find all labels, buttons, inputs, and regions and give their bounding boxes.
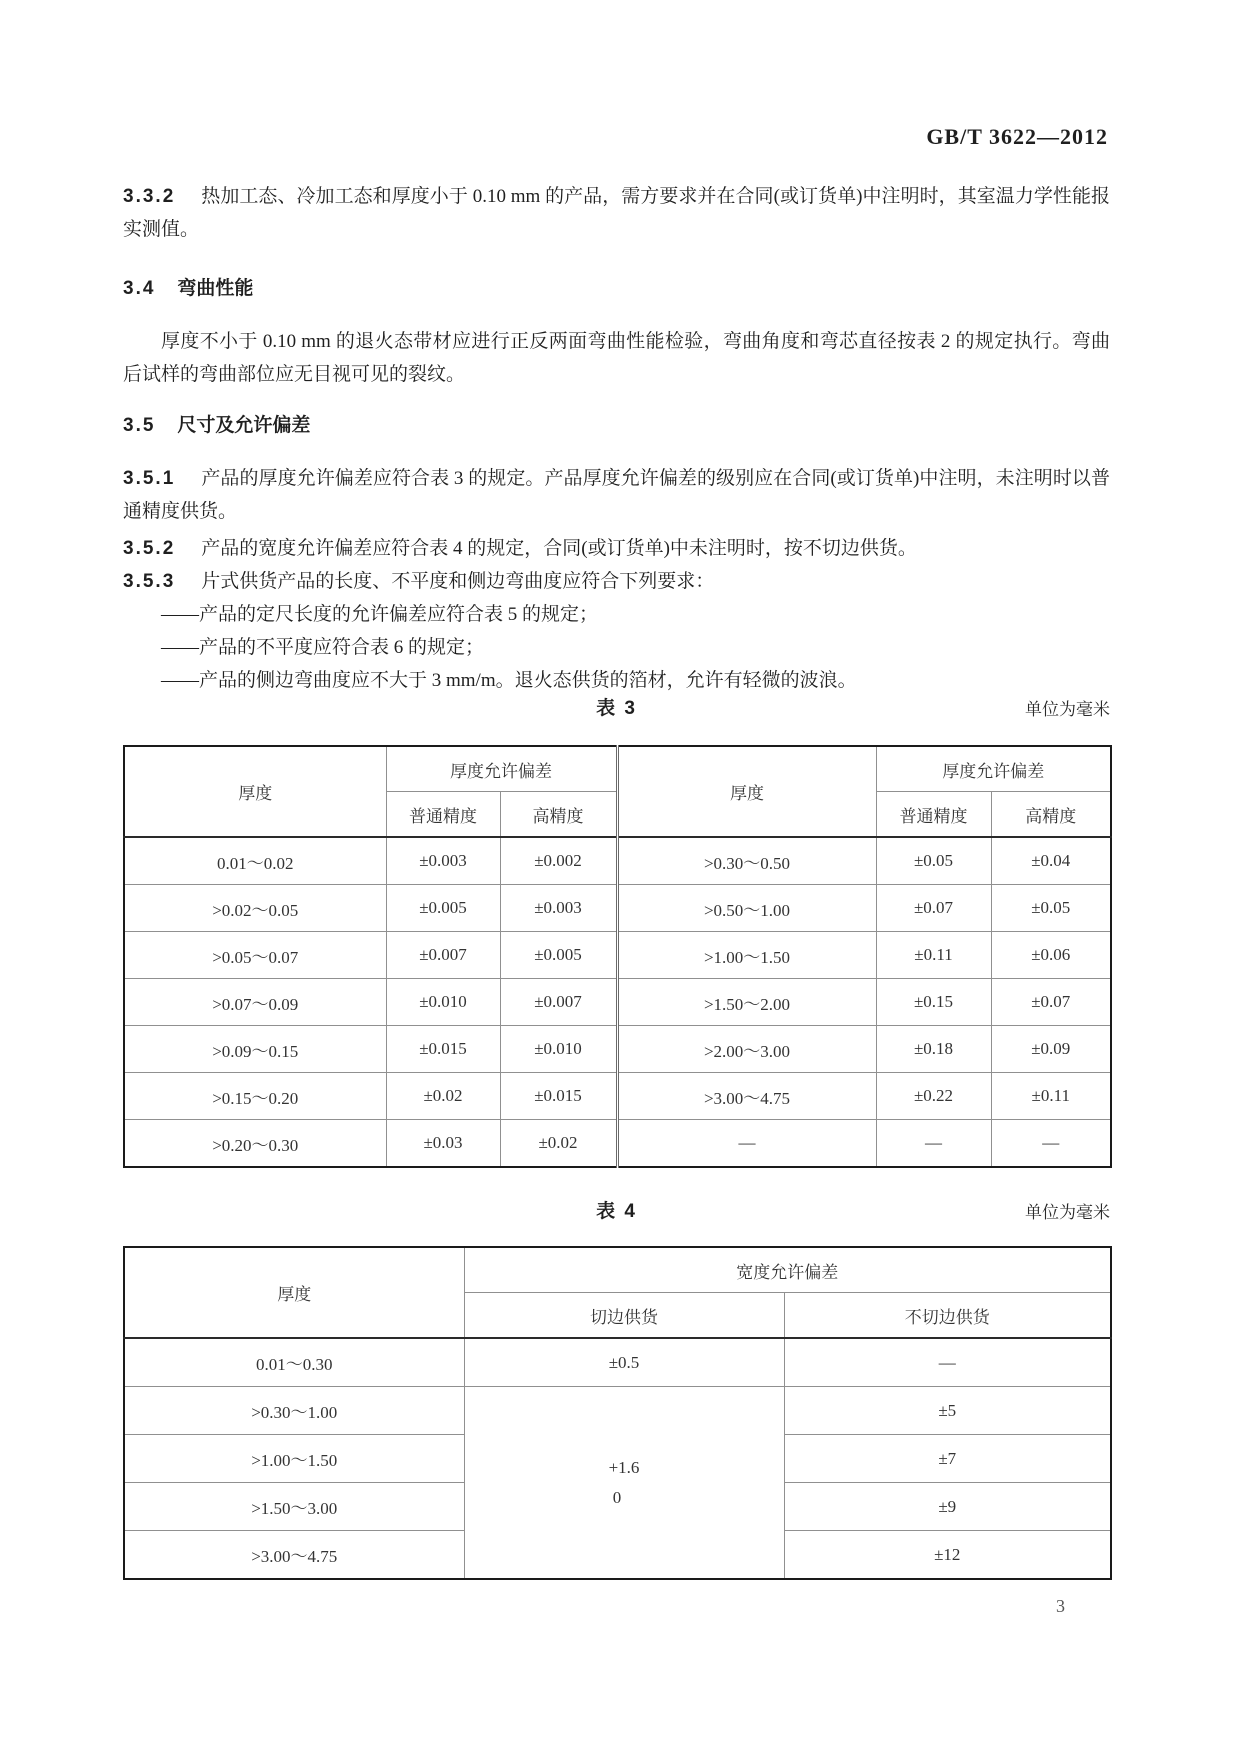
table-cell: ±0.015 [386, 1026, 500, 1073]
table-cell: >0.09～0.15 [124, 1026, 386, 1073]
table-cell: >3.00～4.75 [617, 1073, 876, 1120]
heading-number: 3.5 [123, 415, 156, 436]
table-header-thickness: 厚度 [617, 746, 876, 837]
table-cell: ±0.22 [876, 1073, 991, 1120]
table-cell: >0.30～0.50 [617, 837, 876, 885]
table-cell: >0.07～0.09 [124, 979, 386, 1026]
table-cell: — [784, 1338, 1111, 1387]
table-cell: ±0.02 [500, 1120, 617, 1168]
table-header-tolerance: 宽度允许偏差 [464, 1247, 1111, 1293]
table-header-cut-edge: 切边供货 [464, 1293, 784, 1339]
table3-unit-note: 单位为毫米 [1025, 700, 1110, 719]
table-cell: ±0.007 [386, 932, 500, 979]
table-cell: 0.01～0.30 [124, 1338, 464, 1387]
table-cell: >0.20～0.30 [124, 1120, 386, 1168]
table-cell: ±0.18 [876, 1026, 991, 1073]
table-cell: — [617, 1120, 876, 1168]
table-cell: ±0.07 [991, 979, 1111, 1026]
table-cell: ±0.005 [500, 932, 617, 979]
table-row [124, 932, 1111, 979]
clause-number: 3.5.3 [123, 571, 176, 592]
table-header-high-precision: 高精度 [991, 792, 1111, 838]
table4-caption: 表 4 [596, 1201, 637, 1222]
table-header-normal-precision: 普通精度 [876, 792, 991, 838]
table-cell-merged-tolerance [464, 1387, 784, 1580]
heading-title: 尺寸及允许偏差 [177, 415, 311, 436]
table-cell: >0.50～1.00 [617, 885, 876, 932]
table3-caption: 表 3 [596, 698, 637, 719]
table-cell: >1.50～2.00 [617, 979, 876, 1026]
table-cell: >1.50～3.00 [124, 1483, 464, 1531]
table-header-uncut-edge: 不切边供货 [784, 1293, 1111, 1339]
table4-caption-row [123, 1196, 1110, 1226]
clause-text: 片式供货产品的长度、不平度和侧边弯曲度应符合下列要求： [201, 571, 715, 592]
heading-title: 弯曲性能 [177, 278, 254, 299]
table-cell: >1.00～1.50 [617, 932, 876, 979]
heading-number: 3.4 [123, 278, 156, 299]
table-cell: 0.01～0.02 [124, 837, 386, 885]
table-header-normal-precision: 普通精度 [386, 792, 500, 838]
standard-code: GB/T 3622—2012 [926, 124, 1108, 149]
body-text [123, 180, 1110, 697]
table-cell: ±0.11 [876, 932, 991, 979]
table-header-thickness: 厚度 [124, 1247, 464, 1338]
table-header-high-precision: 高精度 [500, 792, 617, 838]
paragraph-3-4: 厚度不小于 0.10 mm 的退火态带材应进行正反两面弯曲性能检验，弯曲角度和弯芯直径按表 2 的规定执行。弯曲后试样的弯曲部位应无目视可见的裂纹。 [123, 331, 1110, 385]
clause-3-5-1 [123, 462, 1110, 528]
table-cell: >0.15～0.20 [124, 1073, 386, 1120]
table-cell: ±0.03 [386, 1120, 500, 1168]
table-cell: ±0.05 [876, 837, 991, 885]
tolerance-lower: 0 [612, 1487, 622, 1507]
section-heading-3-5 [123, 409, 1110, 442]
clause-text: 产品的宽度允许偏差应符合表 4 的规定，合同(或订货单)中未注明时，按不切边供货。 [201, 538, 917, 559]
page-number: 3 [1056, 1596, 1065, 1616]
table-cell: ±0.05 [991, 885, 1111, 932]
clause-number: 3.3.2 [123, 186, 176, 207]
table-cell: ±0.007 [500, 979, 617, 1026]
clause-text: 热加工态、冷加工态和厚度小于 0.10 mm 的产品，需方要求并在合同(或订货单)中注明时，其室温力学性能报实测值。 [123, 186, 1110, 240]
table-header-tolerance: 厚度允许偏差 [876, 746, 1111, 792]
table-cell: ±0.02 [386, 1073, 500, 1120]
requirement-list-item: ——产品的定尺长度的允许偏差应符合表 5 的规定； [161, 604, 599, 625]
requirement-list-item: ——产品的不平度应符合表 6 的规定； [161, 637, 485, 658]
table-cell: ±0.005 [386, 885, 500, 932]
width-tolerance-table [123, 1246, 1112, 1580]
table-cell: — [876, 1120, 991, 1168]
clause-3-3-2 [123, 180, 1110, 246]
section-heading-3-4 [123, 272, 1110, 305]
table-cell: >0.02～0.05 [124, 885, 386, 932]
table-header-thickness: 厚度 [124, 746, 386, 837]
table-cell: ±0.09 [991, 1026, 1111, 1073]
table-cell: ±0.07 [876, 885, 991, 932]
clause-number: 3.5.1 [123, 468, 176, 489]
table-cell: ±9 [784, 1483, 1111, 1531]
thickness-tolerance-table [123, 745, 1112, 1168]
table4-unit-note: 单位为毫米 [1025, 1203, 1110, 1222]
table-row [124, 1026, 1111, 1073]
table-cell: ±0.06 [991, 932, 1111, 979]
requirement-list-item: ——产品的侧边弯曲度应不大于 3 mm/m。退火态供货的箔材，允许有轻微的波浪。 [161, 670, 857, 691]
table-cell: ±5 [784, 1387, 1111, 1435]
table-row [124, 1120, 1111, 1168]
table-cell: >3.00～4.75 [124, 1531, 464, 1580]
table-cell: >2.00～3.00 [617, 1026, 876, 1073]
table-row [124, 1073, 1111, 1120]
table-cell: ±0.003 [500, 885, 617, 932]
table-cell: >0.30～1.00 [124, 1387, 464, 1435]
table-cell: ±0.015 [500, 1073, 617, 1120]
table-cell: ±0.010 [500, 1026, 617, 1073]
table-row [124, 885, 1111, 932]
tolerance-upper: +1.6 [608, 1457, 640, 1477]
table3-caption-row [123, 693, 1110, 723]
table-cell: ±0.04 [991, 837, 1111, 885]
table-cell: ±0.010 [386, 979, 500, 1026]
table-cell: ±0.11 [991, 1073, 1111, 1120]
clause-number: 3.5.2 [123, 538, 176, 559]
table-cell: >0.05～0.07 [124, 932, 386, 979]
table-row [124, 1338, 1111, 1387]
clause-3-5-3 [123, 565, 1110, 598]
table-cell: ±0.15 [876, 979, 991, 1026]
table-cell: ±0.003 [386, 837, 500, 885]
table-cell: ±0.002 [500, 837, 617, 885]
table-cell: ±12 [784, 1531, 1111, 1580]
table-cell: ±0.5 [464, 1338, 784, 1387]
table-header-tolerance: 厚度允许偏差 [386, 746, 617, 792]
table-cell: >1.00～1.50 [124, 1435, 464, 1483]
clause-text: 产品的厚度允许偏差应符合表 3 的规定。产品厚度允许偏差的级别应在合同(或订货单)中注明，未注明时以普通精度供货。 [123, 468, 1110, 522]
table-cell: ±7 [784, 1435, 1111, 1483]
table-row [124, 1387, 1111, 1435]
table-cell: — [991, 1120, 1111, 1168]
table-row [124, 979, 1111, 1026]
table-row [124, 837, 1111, 885]
clause-3-5-2 [123, 532, 1110, 565]
